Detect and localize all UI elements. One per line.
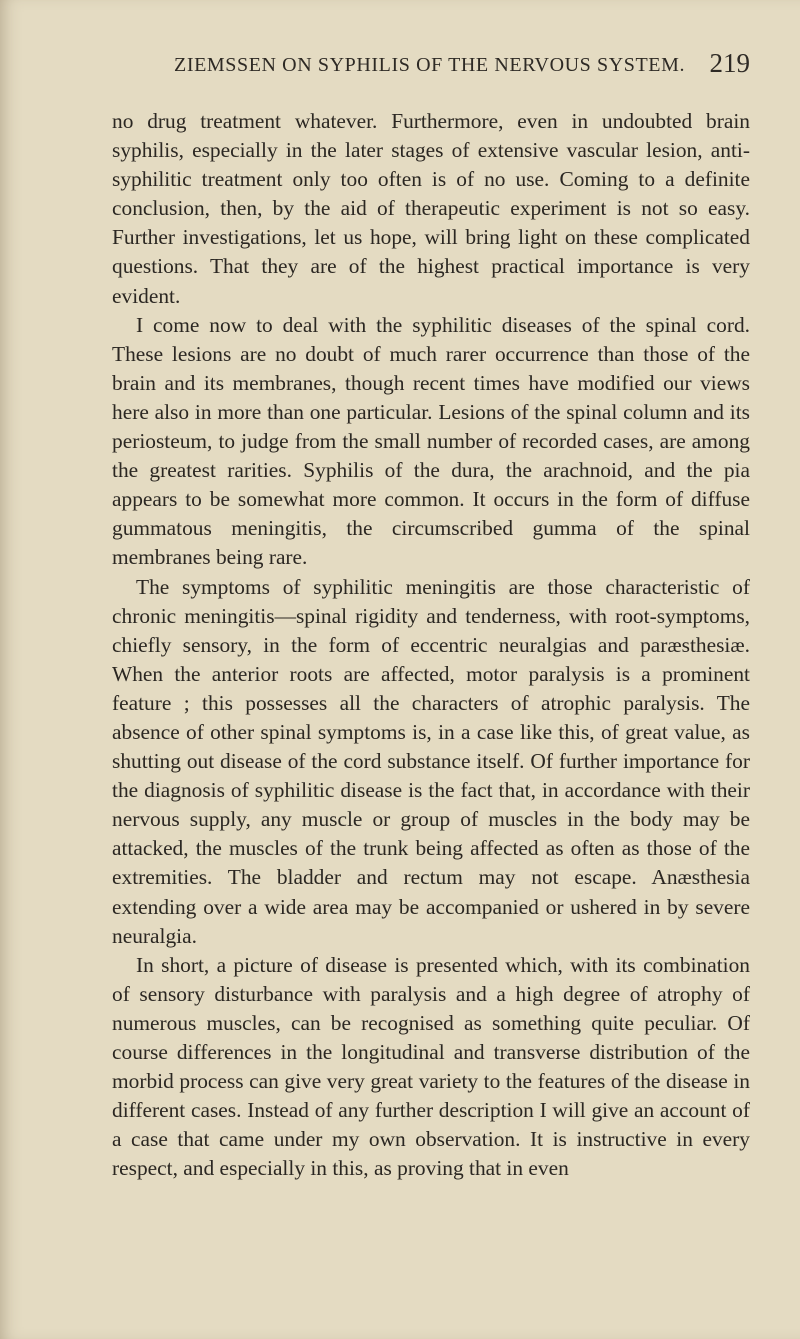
page-header — [112, 48, 750, 88]
paragraph: In short, a picture of disease is presented which, with its combination of sensory disturbance with paralysis and a high degree of atrophy of numerous muscles, can be recognised as something quite peculiar. Of course differences in the longitudinal and transverse distribution of the morbid process can give very great variety to the features of the disease in different cases. Instead of any further description I will give an account of a case that came under my own observation. It is instructive in every respect, and especially in this, as proving that in even — [112, 952, 750, 1181]
paragraph: I come now to deal with the syphilitic diseases of the spinal cord. These lesions are no doubt of much rarer occurrence than those of the brain and its membranes, though recent times have modified our views here also in more than one particular. Lesions of the spinal column and its periosteum, to judge from the small number of recorded cases, are among the greatest rarities. Syphilis of the dura, the arachnoid, and the pia appears to be somewhat more common. It occurs in the form of diffuse gummatous meningitis, the circumscribed gumma of the spinal membranes being rare. — [112, 312, 750, 570]
page-number: 219 — [709, 48, 750, 78]
paragraph: no drug treatment whatever. Furthermore, even in undoubted brain syphilis, especially in the later stages of extensive vascular lesion, anti-syphilitic treatment only too often is of no use. Coming to a definite conclusion, then, by the aid of therapeutic experiment is not so easy. Further investigations, let us hope, will bring light on these complicated questions. That they are of the highest practical importance is very evident. — [112, 109, 750, 308]
body-text — [112, 107, 750, 1183]
running-title: ZIEMSSEN ON SYPHILIS OF THE NERVOUS SYSTEM. — [174, 54, 686, 76]
paragraph: The symptoms of syphilitic meningitis are those characteristic of chronic meningitis—spinal rigidity and tenderness, with root-symptoms, chiefly sensory, in the form of eccentric neuralgias and paræsthesiæ. When the anterior roots are affected, motor paralysis is a prominent feature ; this possesses all the characters of atrophic paralysis. The absence of other spinal symptoms is, in a case like this, of great value, as shutting out disease of the cord substance itself. Of further importance for the diagnosis of syphilitic disease is the fact that, in accordance with their nervous supply, any muscle or group of muscles in the body may be attacked, the muscles of the trunk being affected as often as those of the extremities. The bladder and rectum may not escape. Anæsthesia extending over a wide area may be accompanied or ushered in by severe neuralgia. — [112, 574, 750, 948]
